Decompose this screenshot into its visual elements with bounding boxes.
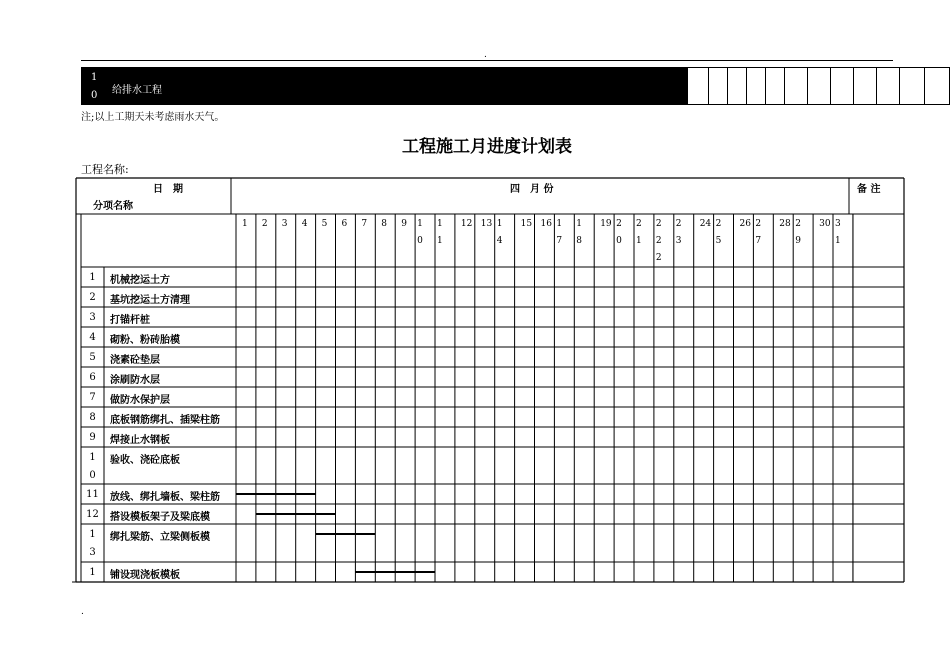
row-task-name: 涂刷防水层 [110, 375, 160, 386]
day-label-part: 2 [655, 236, 662, 246]
day-label-part: 24 [699, 219, 712, 229]
day-label [656, 217, 662, 265]
day-label-part: 8 [381, 219, 388, 229]
row-number [81, 330, 104, 346]
row-number-part: 7 [89, 392, 96, 403]
page-marker-top: . [484, 50, 487, 60]
row-task-name: 验收、浇砼底板 [110, 455, 180, 466]
day-label-part: 3 [675, 236, 682, 246]
day-label [541, 217, 552, 231]
row-task-name: 砌粉、粉砖胎模 [110, 335, 180, 346]
day-label-part: 1 [556, 219, 563, 229]
day-label-part: 2 [795, 219, 801, 229]
day-label [779, 217, 790, 231]
day-label-part: 9 [795, 236, 801, 246]
row-number-part: 4 [89, 332, 96, 343]
day-label [342, 217, 348, 231]
day-label [282, 217, 288, 231]
row-number-part: 6 [89, 372, 96, 383]
day-label [576, 217, 582, 248]
row-number-part: 9 [89, 432, 96, 443]
day-label-part: 2 [655, 253, 662, 263]
day-label-part: 1 [242, 219, 248, 229]
row-task-name: 绑扎梁筋、立梁侧板模 [110, 532, 210, 543]
day-label [302, 217, 308, 231]
day-label [616, 217, 622, 248]
row-task-name: 机械挖运土方 [110, 275, 170, 286]
day-label-part: 2 [616, 219, 622, 229]
day-label [676, 217, 682, 248]
row-task-name: 基坑挖运土方清理 [110, 295, 190, 306]
day-label [461, 217, 472, 231]
row-number [81, 565, 104, 581]
row-number [81, 270, 104, 286]
row-number [81, 310, 104, 326]
day-label-part: 7 [361, 219, 368, 229]
day-label-part: 28 [779, 219, 791, 229]
row-task-name: 底板钢筋绑扎、插梁柱筋 [110, 415, 220, 426]
day-label [437, 217, 443, 248]
day-label-part: 26 [739, 219, 751, 229]
project-name-label: 工程名称: [81, 163, 129, 176]
row-number [81, 430, 104, 446]
day-label-part: 8 [576, 236, 583, 246]
top-row-number: 1 0 [91, 72, 98, 101]
day-label-part: 2 [655, 219, 662, 229]
day-label [755, 217, 761, 248]
day-label-part: 30 [819, 219, 831, 229]
day-label [242, 217, 248, 231]
row-number-part: 2 [89, 292, 96, 303]
day-label-part: 3 [281, 219, 288, 229]
header-item-name: 分项名称 [93, 201, 133, 212]
page-title: 工程施工月进度计划表 [402, 137, 572, 157]
day-label [322, 217, 328, 231]
day-label [636, 217, 642, 248]
row-number-part: 11 [86, 489, 99, 500]
day-label [700, 217, 711, 231]
day-label-part: 2 [755, 219, 762, 229]
day-label-part: 1 [835, 236, 841, 246]
day-label-part: 1 [417, 219, 423, 229]
day-label [819, 217, 830, 231]
day-label [740, 217, 751, 231]
day-label-part: 2 [636, 219, 642, 229]
row-number-part: 1 [89, 272, 96, 283]
day-label-part: 5 [321, 219, 328, 229]
row-number [81, 507, 104, 523]
day-label-part: 1 [437, 236, 443, 246]
day-label [361, 217, 367, 231]
day-label [262, 217, 268, 231]
day-label-part: 0 [417, 236, 423, 246]
day-label-part: 16 [540, 219, 552, 229]
day-label-part: 1 [636, 236, 642, 246]
day-label [497, 217, 503, 248]
row-number-part: 1 [89, 529, 96, 540]
row-task-name: 放线、绑扎墙板、梁柱筋 [110, 492, 220, 503]
day-label-part: 1 [576, 219, 583, 229]
row-number [81, 487, 104, 503]
header-remark: 备 注 [857, 184, 881, 195]
row-task-name: 浇素砼垫层 [110, 355, 160, 366]
row-number [81, 290, 104, 306]
header-date: 日 期 [153, 184, 183, 195]
row-number [81, 350, 104, 366]
row-number-part: 5 [89, 352, 96, 363]
day-label-part: 12 [460, 219, 473, 229]
day-label-part: 9 [401, 219, 407, 229]
header-month: 四 月 份 [510, 184, 554, 195]
day-label-part: 13 [480, 219, 493, 229]
top-row-task: 给排水工程 [112, 85, 162, 96]
row-task-name: 做防水保护层 [110, 395, 170, 406]
day-label-part: 6 [341, 219, 348, 229]
day-label-part: 19 [600, 219, 612, 229]
day-label [835, 217, 841, 248]
row-number-part: 1 [89, 452, 96, 463]
day-label-part: 1 [437, 219, 443, 229]
day-label-part: 4 [496, 236, 503, 246]
day-label-part: 4 [301, 219, 308, 229]
row-number [81, 410, 104, 426]
day-label-part: 7 [556, 236, 563, 246]
day-label-part: 2 [261, 219, 268, 229]
day-label-part: 1 [496, 219, 503, 229]
row-task-name: 搭设模板架子及梁底模 [110, 512, 210, 523]
row-number [81, 370, 104, 386]
day-label-part: 5 [715, 236, 722, 246]
row-task-name: 焊接止水钢板 [110, 435, 170, 446]
row-number-part: 0 [89, 470, 96, 481]
row-number-part: 3 [89, 547, 96, 558]
row-number [81, 450, 104, 484]
row-number-part: 12 [86, 509, 99, 520]
day-label [795, 217, 801, 248]
row-number-part: 1 [89, 567, 96, 578]
day-label [381, 217, 387, 231]
row-number [81, 390, 104, 406]
day-label-part: 15 [520, 219, 533, 229]
day-label [600, 217, 611, 231]
weather-note: 注;以上工期天未考虑雨水天气。 [81, 112, 225, 123]
row-number-part: 3 [89, 312, 96, 323]
row-task-name: 铺设现浇板模板 [110, 570, 180, 581]
day-label-part: 3 [835, 219, 841, 229]
day-label [417, 217, 423, 248]
day-label [521, 217, 532, 231]
row-number-part: 8 [89, 412, 96, 423]
day-label [481, 217, 492, 231]
row-number [81, 527, 104, 561]
day-label [556, 217, 562, 248]
day-label [401, 217, 407, 231]
day-label-part: 7 [755, 236, 762, 246]
row-task-name: 打锚杆桩 [110, 315, 150, 326]
page-marker-bottom: . [81, 607, 84, 617]
day-label-part: 2 [675, 219, 682, 229]
day-label-part: 0 [616, 236, 622, 246]
day-label [716, 217, 722, 248]
day-label-part: 2 [715, 219, 722, 229]
